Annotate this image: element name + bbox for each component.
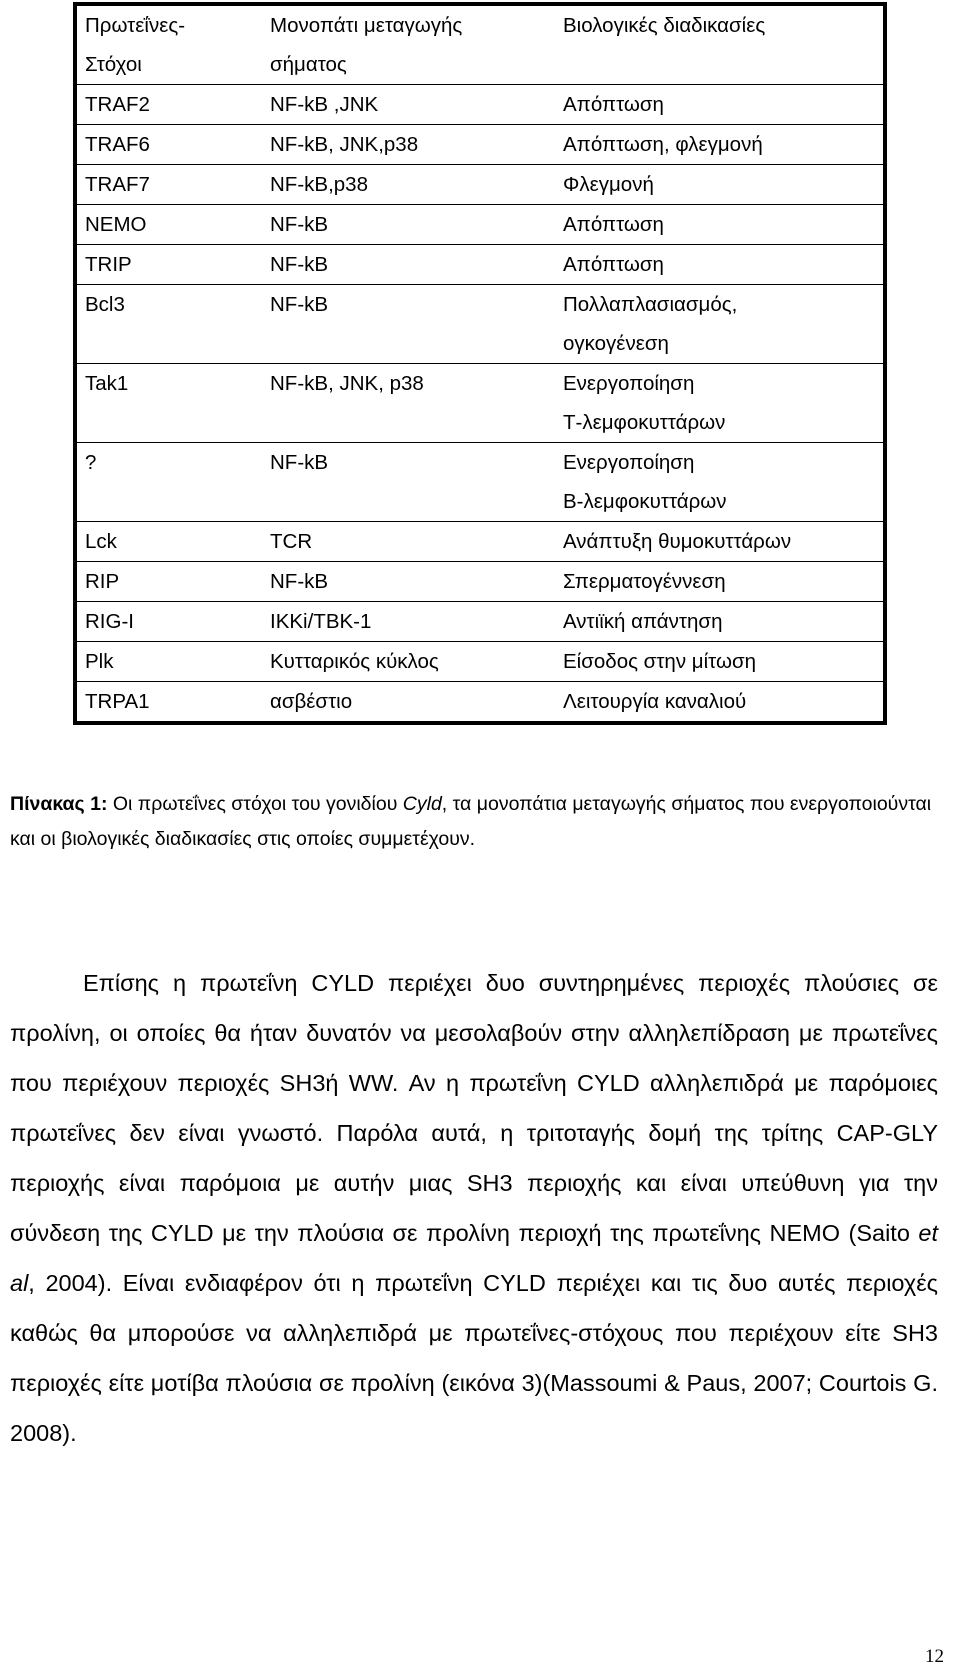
cell-text: Κυτταρικός κύκλος — [270, 650, 439, 673]
cell-text: Πρωτεΐνες- — [85, 14, 186, 37]
table-row-process-cell — [555, 285, 883, 364]
table-row — [77, 682, 883, 722]
table-row-process-cell — [555, 85, 883, 125]
table-row-pathway-cell — [262, 165, 555, 205]
cell-text: ? — [85, 451, 97, 474]
cell-text: RIP — [85, 570, 120, 593]
table-row-pathway-cell — [262, 205, 555, 245]
paragraph-et-al: et al — [10, 1220, 938, 1296]
table-row-target-cell — [77, 165, 262, 205]
cell-text: Είσοδος στην μίτωση — [563, 650, 756, 673]
cell-text: TRAF6 — [85, 133, 150, 156]
table-row-process-cell — [555, 682, 883, 722]
cell-text: NF-kB, JNK, p38 — [270, 372, 424, 395]
cell-text: NF-kB — [270, 293, 329, 316]
cell-text: Πολλαπλασιασμός, — [563, 293, 738, 316]
cell-text: Αντιϊκή απάντηση — [563, 610, 723, 633]
cell-text: Φλεγμονή — [563, 173, 654, 196]
table-row — [77, 245, 883, 285]
cell-text: Απόπτωση — [563, 213, 664, 236]
table-body — [77, 6, 883, 721]
table-row-pathway-cell — [262, 562, 555, 602]
cell-text: TRAF7 — [85, 173, 150, 196]
table-row-target-cell — [77, 85, 262, 125]
cell-text: Β-λεμφοκυττάρων — [563, 490, 727, 513]
table-row-process-cell — [555, 245, 883, 285]
body-paragraph — [10, 958, 938, 1458]
table-row-process-cell — [555, 562, 883, 602]
table-row-target-cell — [77, 364, 262, 443]
table-row — [77, 205, 883, 245]
table-row-pathway-cell — [262, 245, 555, 285]
table-row-process-cell — [555, 642, 883, 682]
table-row-process-cell — [555, 443, 883, 522]
cell-text: IKKi/TBK-1 — [270, 610, 372, 633]
cell-text: Lck — [85, 530, 117, 553]
table-row-target-cell — [77, 642, 262, 682]
table-row-target-cell — [77, 245, 262, 285]
cell-text: Απόπτωση — [563, 93, 664, 116]
caption-text-after: , τα μονοπάτια μεταγωγής σήματος που ενεργοποιούνται και οι βιολογικές διαδικασίες στις οποίες συμμετέχουν. — [10, 793, 932, 850]
table-row-target-cell — [77, 682, 262, 722]
cell-text: TRIP — [85, 253, 132, 276]
cell-text: NF-kB — [270, 213, 329, 236]
cell-text: Tak1 — [85, 372, 129, 395]
table-row-pathway-cell — [262, 285, 555, 364]
cell-text: NF-kB — [270, 451, 329, 474]
table-row-pathway-cell — [262, 602, 555, 642]
table-row-process-cell — [555, 125, 883, 165]
cell-text: RIG-I — [85, 610, 134, 633]
gene-targets-table-frame — [73, 2, 887, 725]
table-row-target-cell — [77, 285, 262, 364]
table-row-process-cell — [555, 205, 883, 245]
cell-text: NEMO — [85, 213, 147, 236]
table-row-process-cell — [555, 522, 883, 562]
table-row-pathway-cell — [262, 522, 555, 562]
cell-text: Τ-λεμφοκυττάρων — [563, 411, 726, 434]
table-row-target-cell — [77, 443, 262, 522]
table-row — [77, 562, 883, 602]
paragraph-text-part1: Επίσης η πρωτεΐνη CYLD περιέχει δυο συντηρημένες περιοχές πλούσιες σε προλίνη, οι οποίες θα ήταν δυνατόν να μεσολαβούν στην αλληλεπίδραση με πρωτεΐνες που περιέχουν περιοχές SH3ή WW. Αν η πρωτεΐνη CYLD αλληλεπιδρά με παρόμοιες πρωτεΐνες δεν είναι γνωστό. Παρόλα αυτά, η τριτοταγής δομή της τρίτης CAP-GLY περιοχής είναι παρόμοια με αυτήν μιας SH3 περιοχής και είναι υπεύθυνη για την σύνδεση της CYLD με την πλούσια σε προλίνη περιοχή της πρωτεΐνης NEMO (Saito — [10, 970, 938, 1246]
table-row-process-cell — [555, 602, 883, 642]
table-row-pathway-cell — [262, 682, 555, 722]
table-row — [77, 125, 883, 165]
cell-text: Απόπτωση — [563, 253, 664, 276]
table-row-target-cell — [77, 562, 262, 602]
cell-text: Σπερματογέννεση — [563, 570, 726, 593]
cell-text: Μονοπάτι μεταγωγής — [270, 14, 463, 37]
table-header-row — [77, 6, 883, 85]
table-row-target-cell — [77, 205, 262, 245]
table-row-pathway-cell — [262, 85, 555, 125]
cell-text: Απόπτωση, φλεγμονή — [563, 133, 763, 156]
cell-text: NF-kB,p38 — [270, 173, 368, 196]
table-row — [77, 285, 883, 364]
cell-text: NF-kB — [270, 253, 329, 276]
caption-text-before: Οι πρωτεΐνες στόχοι του γονιδίου — [107, 793, 403, 815]
cell-text: Στόχοι — [85, 53, 142, 76]
cell-text: TCR — [270, 530, 313, 553]
table-header-row-target-cell — [77, 6, 262, 85]
table-row-target-cell — [77, 125, 262, 165]
cell-text: ογκογένεση — [563, 332, 669, 355]
paragraph-text-part2: , 2004). Είναι ενδιαφέρον ότι η πρωτεΐνη CYLD περιέχει και τις δυο αυτές περιοχές καθώς θα μπορούσε να αλληλεπιδρά με πρωτεΐνες-στόχους που περιέχουν είτε SH3 περιοχές είτε μοτίβα πλούσια σε προλίνη (εικόνα 3)(Massoumi & Paus, 2007; Courtois G. 2008). — [10, 1270, 938, 1446]
cell-text: Plk — [85, 650, 114, 673]
page-number: 12 — [925, 1646, 944, 1667]
cell-text: Λειτουργία καναλιού — [563, 690, 747, 713]
table-header-row-pathway-cell — [262, 6, 555, 85]
table-row-pathway-cell — [262, 364, 555, 443]
table-row-process-cell — [555, 165, 883, 205]
cell-text: ασβέστιο — [270, 690, 353, 713]
table-row-pathway-cell — [262, 125, 555, 165]
cell-text: Ενεργοποίηση — [563, 451, 695, 474]
table-row-target-cell — [77, 522, 262, 562]
cell-text: NF-kB ,JNK — [270, 93, 379, 116]
table-row — [77, 522, 883, 562]
cell-text: NF-kB — [270, 570, 329, 593]
table-row-pathway-cell — [262, 642, 555, 682]
cell-text: Ενεργοποίηση — [563, 372, 695, 395]
table-row — [77, 85, 883, 125]
table-row-process-cell — [555, 364, 883, 443]
table-row-target-cell — [77, 602, 262, 642]
cell-text: TRPA1 — [85, 690, 150, 713]
table-row-pathway-cell — [262, 443, 555, 522]
caption-label: Πίνακας 1: — [10, 793, 108, 815]
table-header-row-process-cell — [555, 6, 883, 85]
cell-text: NF-kB, JNK,p38 — [270, 133, 419, 156]
table-row — [77, 602, 883, 642]
table-caption — [10, 787, 950, 857]
cell-text: Βιολογικές διαδικασίες — [563, 14, 766, 37]
cell-text: Ανάπτυξη θυμοκυττάρων — [563, 530, 792, 553]
cell-text: TRAF2 — [85, 93, 150, 116]
cell-text: Bcl3 — [85, 293, 125, 316]
table-row — [77, 165, 883, 205]
table-row — [77, 443, 883, 522]
table-row — [77, 642, 883, 682]
cell-text: σήματος — [270, 53, 347, 76]
gene-targets-table — [77, 6, 883, 721]
table-row — [77, 364, 883, 443]
caption-gene-name: Cyld — [402, 793, 442, 815]
